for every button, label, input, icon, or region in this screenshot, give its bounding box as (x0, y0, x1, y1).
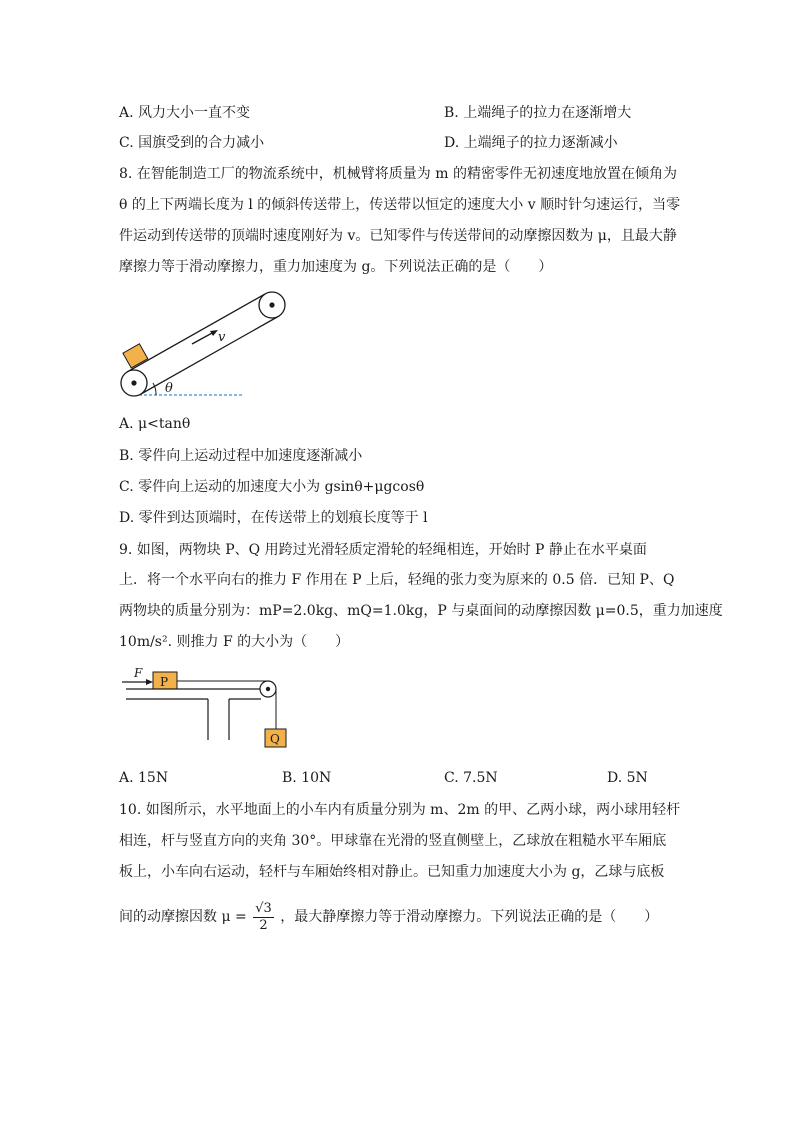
q8-option-d: D. 零件到达顶端时，在传送带上的划痕长度等于 l (119, 510, 428, 526)
q9-option-a: A. 15N (119, 770, 169, 786)
q7-option-d: D. 上端绳子的拉力逐渐减小 (444, 135, 618, 151)
conveyor-belt-figure (112, 288, 292, 403)
angle-arc (153, 383, 156, 395)
q9-stem-line-3: 两物块的质量分别为：mP=2.0kg、mQ=1.0kg，P 与桌面间的动摩擦因数 μ=0.5，重力加速度 (119, 603, 723, 619)
fraction-denominator: 2 (259, 917, 268, 933)
pulley-table-figure (112, 662, 302, 754)
part-block (123, 344, 148, 368)
q10-line-4-suffix: ，最大静摩擦力等于滑动摩擦力。下列说法正确的是（ ） (280, 909, 659, 925)
fraction-numerator: √3 (255, 900, 272, 916)
q9-stem-line-4: 10m/s². 则推力 F 的大小为（ ） (119, 634, 350, 650)
q9-stem-line-2: 上．将一个水平向右的推力 F 作用在 P 上后，轻绳的张力变为原来的 0.5 倍．已知 P、Q (119, 572, 675, 588)
belt-top-edge (127, 294, 265, 372)
friction-coefficient-fraction (253, 901, 274, 934)
q10-stem-line-2: 相连，杆与竖直方向的夹角 30°。甲球靠在光滑的竖直侧壁上，乙球放在粗糙水平车厢底 (119, 833, 667, 849)
q8-stem-line-2: θ 的上下两端长度为 l 的倾斜传送带上，传送带以恒定的速度大小 v 顺时针匀速运行，当零 (119, 197, 681, 213)
bottom-pulley-axle (131, 380, 136, 385)
q10-stem-line-3: 板上，小车向右运动，轻杆与车厢始终相对静止。已知重力加速度大小为 g，乙球与底板 (119, 864, 665, 880)
q9-stem-line-1: 9. 如图，两物块 P、Q 用跨过光滑轻质定滑轮的轻绳相连，开始时 P 静止在水平桌面 (119, 542, 647, 558)
theta-label: θ (165, 381, 173, 396)
q8-stem-line-1: 8. 在智能制造工厂的物流系统中，机械臂将质量为 m 的精密零件无初速度地放置在倾角为 (119, 166, 677, 182)
q8-stem-line-4: 摩擦力等于滑动摩擦力，重力加速度为 g。下列说法正确的是（ ） (119, 259, 553, 275)
belt-bottom-edge (141, 316, 279, 394)
q8-option-b: B. 零件向上运动过程中加速度逐渐减小 (119, 448, 363, 464)
q8-option-c: C. 零件向上运动的加速度大小为 gsinθ+μgcosθ (119, 479, 425, 495)
q8-stem-line-3: 件运动到传送带的顶端时速度刚好为 v。已知零件与传送带间的动摩擦因数为 μ，且最大静 (119, 228, 677, 244)
top-pulley-axle (269, 302, 274, 307)
force-label: F (134, 666, 143, 680)
q10-stem-line-4 (119, 900, 658, 934)
q7-option-b: B. 上端绳子的拉力在逐渐增大 (444, 105, 632, 121)
q9-option-c: C. 7.5N (444, 770, 498, 786)
q10-stem-line-1: 10. 如图所示，水平地面上的小车内有质量分别为 m、2m 的甲、乙两小球，两小球用轻杆 (119, 802, 681, 818)
q9-option-b: B. 10N (282, 770, 332, 786)
pulley-axle (266, 687, 270, 691)
block-p-label: P (160, 675, 169, 689)
force-arrowhead (146, 679, 153, 685)
block-q-label: Q (270, 732, 280, 746)
velocity-label: v (218, 330, 226, 345)
q10-line-4-prefix: 间的动摩擦因数 μ = (119, 909, 247, 925)
q8-option-a: A. μ<tanθ (119, 416, 191, 432)
q7-option-a: A. 风力大小一直不变 (119, 105, 251, 121)
q9-option-d: D. 5N (607, 770, 648, 786)
q7-option-c: C. 国旗受到的合力减小 (119, 135, 265, 151)
